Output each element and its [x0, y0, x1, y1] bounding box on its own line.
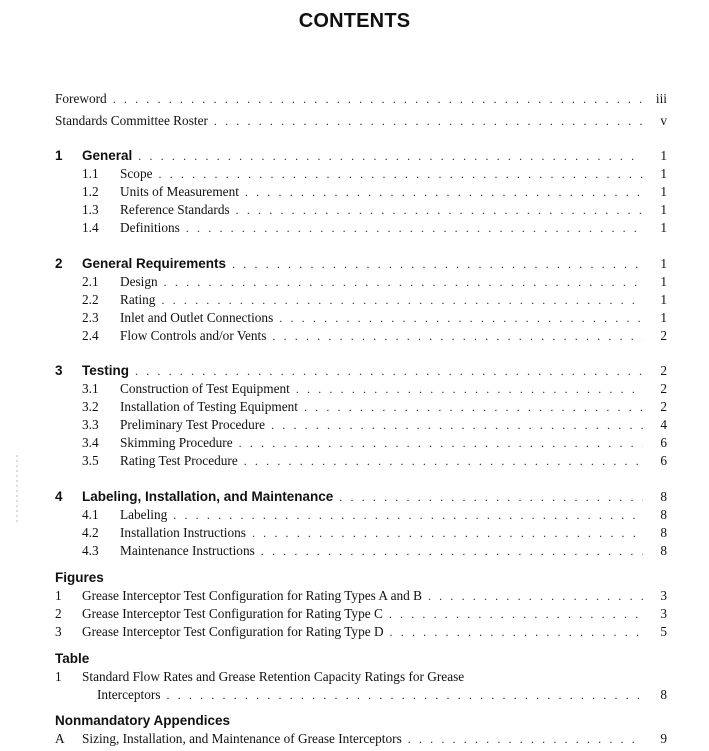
leader-dots [113, 92, 643, 107]
toc-figure-2[interactable] [55, 606, 667, 624]
toc-label: Interceptors [97, 687, 161, 702]
toc-number: A [55, 731, 65, 746]
toc-entry-2-4[interactable] [55, 328, 667, 346]
appendices-heading: Nonmandatory Appendices [55, 713, 231, 728]
leader-dots [279, 311, 643, 326]
leader-dots [272, 329, 643, 344]
leader-dots [138, 149, 643, 164]
leader-dots [304, 400, 643, 415]
leader-dots [164, 275, 643, 290]
toc-entry-4-3[interactable] [55, 543, 667, 561]
toc-number: 1.4 [82, 220, 99, 235]
toc-label: Standard Flow Rates and Grease Retention Capacity Ratings for Grease [82, 669, 465, 684]
toc-entry-4-1[interactable] [55, 507, 667, 525]
toc-chapter-2[interactable] [55, 256, 667, 274]
toc-page: 8 [660, 525, 667, 540]
toc-entry-1-2[interactable] [55, 184, 667, 202]
toc-label: Inlet and Outlet Connections [120, 310, 274, 325]
toc-label: Testing [82, 363, 129, 378]
page-title: CONTENTS [298, 10, 411, 32]
leader-dots [167, 688, 644, 703]
toc-page: 6 [660, 435, 667, 450]
leader-dots [186, 221, 643, 236]
toc-page: 1 [660, 166, 667, 181]
toc-label: General Requirements [82, 256, 227, 271]
toc-page: 9 [660, 731, 667, 746]
leader-dots [252, 526, 643, 541]
toc-label: Definitions [120, 220, 180, 235]
toc-label: Reference Standards [120, 202, 230, 217]
toc-label: Rating [120, 292, 156, 307]
toc-table-1-line1[interactable] [55, 669, 464, 687]
toc-entry-2-2[interactable] [55, 292, 667, 310]
toc-number: 4.2 [82, 525, 99, 540]
toc-label: Sizing, Installation, and Maintenance of Grease Interceptors [82, 731, 402, 746]
toc-number: 1.1 [82, 166, 99, 181]
toc-page: 1 [660, 292, 667, 307]
toc-figure-1[interactable] [55, 588, 667, 606]
toc-label: Installation Instructions [120, 525, 246, 540]
toc-number: 4.1 [82, 507, 99, 522]
toc-label: Grease Interceptor Test Configuration for Rating Types A and B [82, 588, 422, 603]
toc-page: 8 [660, 687, 667, 702]
toc-label: Skimming Procedure [120, 435, 233, 450]
toc-label: Flow Controls and/or Vents [120, 328, 267, 343]
toc-entry-3-2[interactable] [55, 399, 667, 417]
toc-number: 3.5 [82, 453, 99, 468]
toc-number: 3.4 [82, 435, 99, 450]
toc-entry-3-1[interactable] [55, 381, 667, 399]
toc-number: 2.1 [82, 274, 99, 289]
toc-figure-3[interactable] [55, 624, 667, 642]
toc-entry-2-1[interactable] [55, 274, 667, 292]
toc-label: Scope [120, 166, 153, 181]
toc-label: Standards Committee Roster [55, 113, 208, 128]
toc-entry-2-3[interactable] [55, 310, 667, 328]
toc-label: Design [120, 274, 158, 289]
toc-page: 8 [660, 489, 667, 504]
toc-number: 1 [55, 148, 63, 163]
toc-number: 4.3 [82, 543, 99, 558]
toc-page: 6 [660, 453, 667, 468]
toc-chapter-1[interactable] [55, 148, 667, 166]
leader-dots [296, 382, 643, 397]
toc-entry-1-4[interactable] [55, 220, 667, 238]
leader-dots [135, 364, 643, 379]
toc-number: 2 [55, 606, 62, 621]
toc-chapter-3[interactable] [55, 363, 667, 381]
leader-dots [232, 257, 643, 272]
toc-label: Installation of Testing Equipment [120, 399, 298, 414]
toc-label: Units of Measurement [120, 184, 239, 199]
toc-entry-1-1[interactable] [55, 166, 667, 184]
toc-page: 8 [660, 543, 667, 558]
toc-number: 3.1 [82, 381, 99, 396]
toc-entry-1-3[interactable] [55, 202, 667, 220]
leader-dots [245, 185, 643, 200]
leader-dots [159, 167, 644, 182]
leader-dots [244, 454, 643, 469]
toc-page: 1 [660, 148, 667, 163]
leader-dots [239, 436, 643, 451]
toc-number: 1.3 [82, 202, 99, 217]
leader-dots [214, 114, 643, 129]
toc-label: Construction of Test Equipment [120, 381, 290, 396]
toc-page: 4 [660, 417, 667, 432]
leader-dots [173, 508, 643, 523]
toc-label: Maintenance Instructions [120, 543, 255, 558]
toc-label: Rating Test Procedure [120, 453, 238, 468]
toc-appendix-a[interactable] [55, 731, 667, 749]
toc-page: 1 [660, 274, 667, 289]
leader-dots [261, 544, 643, 559]
leader-dots [339, 490, 643, 505]
toc-entry-3-3[interactable] [55, 417, 667, 435]
toc-number: 1 [55, 669, 62, 684]
leader-dots [428, 589, 643, 604]
leader-dots [389, 607, 643, 622]
toc-table-1-line2[interactable] [97, 687, 667, 705]
toc-label: Foreword [55, 91, 107, 106]
toc-page: 2 [660, 363, 667, 378]
toc-entry-roster[interactable] [55, 113, 667, 131]
toc-label: Preliminary Test Procedure [120, 417, 266, 432]
toc-entry-3-4[interactable] [55, 435, 667, 453]
figures-heading: Figures [55, 570, 104, 585]
toc-page: 2 [660, 328, 667, 343]
toc-label: Grease Interceptor Test Configuration for Rating Type C [82, 606, 383, 621]
toc-number: 3 [55, 363, 63, 378]
toc-number: 3 [55, 624, 62, 639]
toc-page: 1 [660, 310, 667, 325]
leader-dots [408, 732, 643, 747]
toc-entry-foreword[interactable] [55, 91, 667, 109]
toc-number: 2 [55, 256, 63, 271]
toc-page: 1 [660, 184, 667, 199]
toc-number: 4 [55, 489, 63, 504]
toc-number: 2.3 [82, 310, 99, 325]
leader-dots [161, 293, 643, 308]
leader-dots [236, 203, 643, 218]
toc-page: 2 [660, 381, 667, 396]
leader-dots [390, 625, 643, 640]
toc-number: 3.3 [82, 417, 99, 432]
toc-number: 3.2 [82, 399, 99, 414]
toc-page: 3 [660, 588, 667, 603]
toc-page: 5 [660, 624, 667, 639]
tables-heading: Table [55, 651, 90, 666]
toc-number: 2.2 [82, 292, 99, 307]
toc-page: 8 [660, 507, 667, 522]
toc-number: 1.2 [82, 184, 99, 199]
toc-chapter-4[interactable] [55, 489, 667, 507]
toc-page: 1 [660, 202, 667, 217]
toc-page: v [660, 113, 667, 128]
toc-entry-3-5[interactable] [55, 453, 667, 471]
toc-page: 1 [660, 220, 667, 235]
toc-page: 1 [660, 256, 667, 271]
toc-entry-4-2[interactable] [55, 525, 667, 543]
toc-page: 3 [660, 606, 667, 621]
toc-page: iii [655, 91, 667, 106]
toc-number: 2.4 [82, 328, 99, 343]
toc-label: Labeling, Installation, and Maintenance [82, 489, 334, 504]
leader-dots [271, 418, 643, 433]
toc-label: Grease Interceptor Test Configuration for Rating Type D [82, 624, 384, 639]
toc-page: 2 [660, 399, 667, 414]
toc-label: General [82, 148, 133, 163]
toc-label: Labeling [120, 507, 168, 522]
toc-number: 1 [55, 588, 62, 603]
margin-scan-marks [16, 455, 18, 525]
